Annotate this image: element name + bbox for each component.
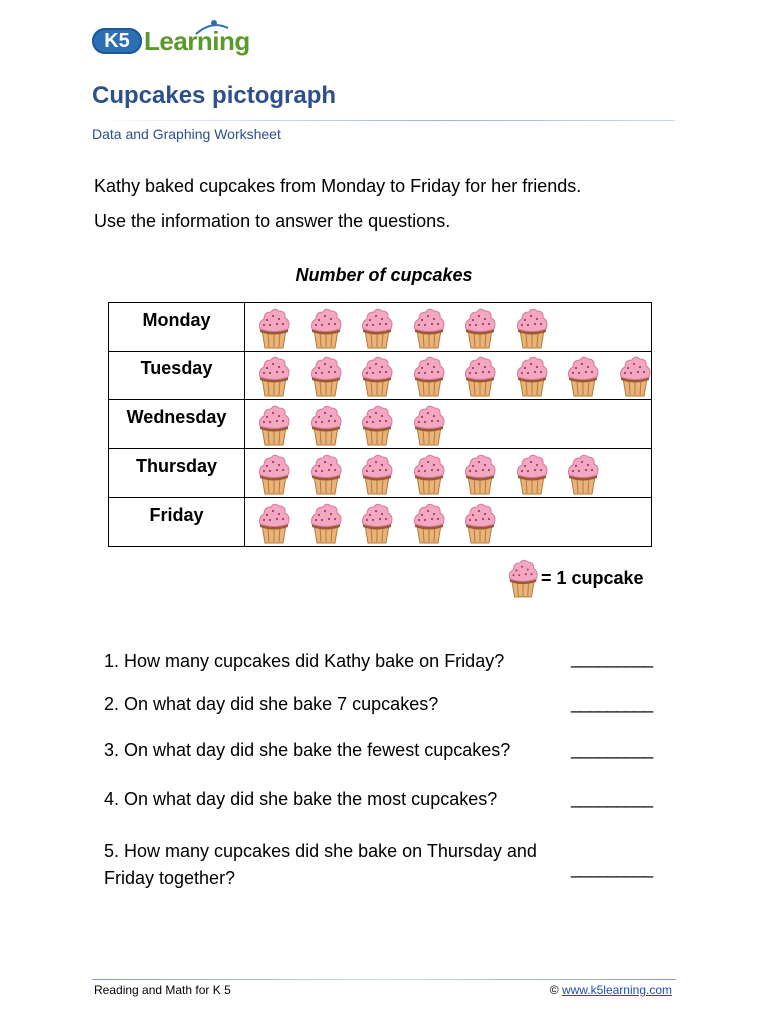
answer-blank-2[interactable]: _________	[571, 693, 653, 713]
pictograph-row-wednesday	[108, 400, 652, 449]
intro-line-2: Use the information to answer the questions.	[94, 211, 451, 231]
day-label: Wednesday	[109, 400, 245, 448]
cupcake-icon	[617, 354, 653, 398]
day-label: Friday	[109, 498, 245, 546]
cupcake-icon	[411, 403, 447, 447]
cupcake-icon	[359, 354, 395, 398]
cupcake-icon	[256, 452, 292, 496]
cupcake-icon	[359, 452, 395, 496]
day-label: Tuesday	[109, 351, 245, 399]
pictograph-row-friday	[108, 498, 652, 547]
cupcake-icon	[308, 306, 344, 350]
answer-blank-4[interactable]: _________	[571, 788, 653, 808]
cupcake-icon	[514, 354, 550, 398]
question-5: 5. How many cupcakes did she bake on Thursday and Friday together?	[104, 841, 537, 888]
day-label: Monday	[109, 303, 245, 351]
cupcake-icons	[256, 354, 650, 398]
cupcake-icon	[359, 403, 395, 447]
key-label: = 1 cupcake	[541, 568, 644, 588]
title-divider	[92, 120, 675, 121]
footer-divider	[92, 979, 676, 980]
cupcake-icon	[308, 501, 344, 545]
cupcake-icon	[359, 306, 395, 350]
cupcake-icons	[256, 452, 650, 496]
cupcake-icon	[565, 452, 601, 496]
page-title: Cupcakes pictograph	[92, 82, 337, 109]
cupcake-icon	[411, 306, 447, 350]
cupcake-icon	[359, 501, 395, 545]
footer-copyright	[550, 983, 672, 997]
cupcake-icon	[462, 452, 498, 496]
page-subtitle: Data and Graphing Worksheet	[92, 126, 281, 142]
cupcake-icon	[308, 403, 344, 447]
cupcake-icons	[256, 306, 650, 350]
cupcake-icon	[514, 306, 550, 350]
question-3: 3. On what day did she bake the fewest cupcakes?	[104, 740, 511, 760]
day-label: Thursday	[109, 449, 245, 497]
question-4: 4. On what day did she bake the most cupcakes?	[104, 789, 498, 809]
pictograph-table	[108, 302, 652, 548]
logo-figure-icon	[192, 18, 232, 38]
footer-tagline: Reading and Math for K 5	[94, 983, 231, 997]
answer-blank-5[interactable]: _________	[571, 858, 653, 878]
logo-wordmark: Learning	[144, 26, 250, 56]
pictograph-row-thursday	[108, 449, 652, 498]
cupcake-icons	[256, 403, 650, 447]
k5learning-link[interactable]: www.k5learning.com	[561, 983, 672, 997]
cupcake-icon	[256, 403, 292, 447]
cupcake-icon	[256, 354, 292, 398]
cupcake-icon	[411, 452, 447, 496]
answer-blank-1[interactable]: _________	[571, 648, 653, 668]
pictograph-row-monday	[108, 302, 652, 352]
pictograph-row-tuesday	[108, 351, 652, 400]
cupcake-icon	[462, 306, 498, 350]
cupcake-icon	[308, 354, 344, 398]
cupcake-icons	[256, 501, 650, 545]
question-2: 2. On what day did she bake 7 cupcakes?	[104, 694, 439, 714]
cupcake-icon	[565, 354, 601, 398]
chart-title: Number of cupcakes	[295, 265, 473, 285]
cupcake-icon	[308, 452, 344, 496]
cupcake-icon	[514, 452, 550, 496]
cupcake-icon	[256, 501, 292, 545]
cupcake-icon	[411, 501, 447, 545]
copyright-symbol: ©	[549, 983, 559, 997]
cupcake-icon	[462, 354, 498, 398]
cupcake-icon	[411, 354, 447, 398]
key-cupcake-icon	[506, 556, 540, 600]
k5-learning-logo	[92, 18, 262, 60]
answer-blank-3[interactable]: _________	[571, 739, 653, 759]
question-1: 1. How many cupcakes did Kathy bake on Friday?	[104, 651, 505, 671]
logo-badge: K5	[92, 28, 142, 54]
cupcake-icon	[462, 501, 498, 545]
intro-line-1: Kathy baked cupcakes from Monday to Friday for her friends.	[94, 176, 582, 196]
cupcake-icon	[256, 306, 292, 350]
